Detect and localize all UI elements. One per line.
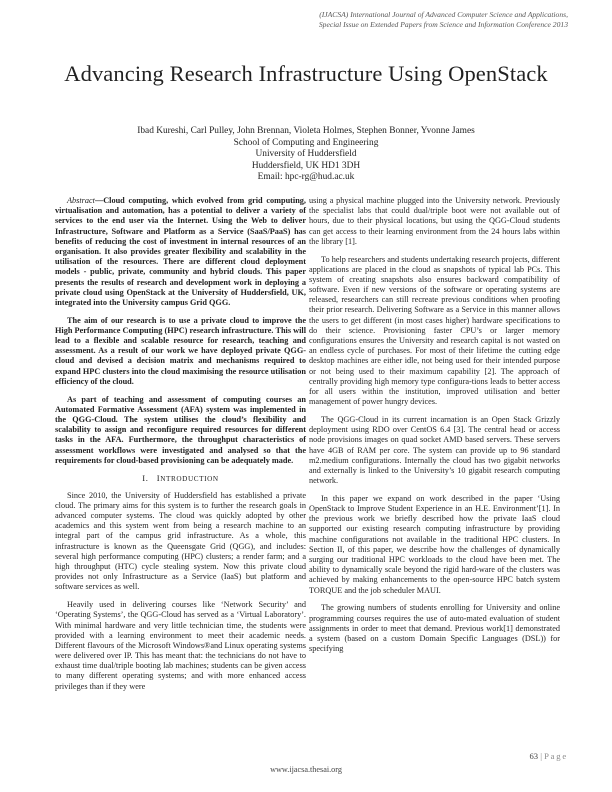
- left-column: [55, 196, 306, 699]
- author-list: Ibad Kureshi, Carl Pulley, John Brennan, Violeta Holmes, Stephen Bonner, Yvonne James: [137, 126, 475, 136]
- journal-header-line1: (IJACSA) International Journal of Advanced Computer Science and Applications,: [319, 10, 568, 19]
- paper-title: Advancing Research Infrastructure Using OpenStack: [64, 61, 548, 86]
- abstract-text: —Cloud computing, which evolved from grid computing, virtualisation and automation, has a potential to deliver a variety of services to the end user via the Internet. Using the Web to deliver Infrastructure, Software and Platform as a Service (SaaS/PaaS) has benefits of reducing the cost of investment in internal resources of an organisation. It also provides greater flexibility and scalability in the utilisation of the resources. There are different cloud deployment models - public, private, community and hybrid clouds. This paper presents the results of research and development work in deploying a private cloud using OpenStack at the University of Huddersfield, UK, integrated into the University campus Grid QGG.: [55, 196, 306, 307]
- page-number-value: 63: [529, 751, 539, 761]
- body-paragraph-expansion: In this paper we expand on work described in the paper ‘Using OpenStack to Improve Student Experience in an H.E. Environment’[1]. In the previous work we briefly described how the private IaaS cloud supported our existing research computing infrastructure by providing machine configurations not available in the traditional HPC clusters. In Section II, of this paper, we describe how the challenges of dynamically surging our traditional HPC workloads to the cloud have been met. The ability to dynamically scale beyond the rigid hard-ware of the clusters was achieved by making enhancements to the open-source HPC batch system TORQUE and the job scheduler MAUI.: [309, 493, 560, 595]
- body-paragraph-continued: using a physical machine plugged into the University network. Previously the specialist labs that could dual/triple boot were not available out of hours, due to their physical locations, but using the QGG-Cloud students can get access to their learning environment from the 24 hours labs within the library [1].: [309, 196, 560, 246]
- section-number: I.: [142, 473, 149, 484]
- journal-header-line2: Special Issue on Extended Papers from Science and Information Conference 2013: [318, 20, 568, 29]
- intro-paragraph-1: Since 2010, the University of Huddersfield has established a private cloud. The primary aims for this system is to further the research goals in advanced computer systems. The cloud was quickly adopted by other academics and this system went from being a research machine to an integral part of the campus grid infrastructure. As a whole, this infrastructure is known as the Queensgate Grid (QGG), and includes: several high performance computing (HPC) clusters; a render farm; and a high throughput (HTC) cycle stealing system. Now this private cloud provides not only Infrastructure as a Service (IaaS) but platform and software services as well.: [55, 490, 306, 592]
- page-word: Page: [544, 751, 568, 761]
- body-paragraph-assessment: The growing numbers of students enrolling for University and online programming courses requires the use of auto-mated evaluation of student assignments in order to meet that demand. Previous work[1] demonstrated a system (based on a custom Domain Specific Languages (DSL)) for specifying: [309, 603, 560, 654]
- section-title-first: I: [156, 473, 161, 484]
- abstract-paragraph-2: The aim of our research is to use a private cloud to improve the High Performance Computing (HPC) research infrastructure. This will lead to a flexible and scalable resource for research, teaching and assessment. As a result of our work we have deployed private QGG-cloud and devised a decision matrix and mechanisms required to expand HPC clusters into the cloud maximising the resource utilisation efficiency of the cloud.: [55, 315, 306, 386]
- footer-url: www.ijacsa.thesai.org: [270, 765, 342, 774]
- abstract-paragraph-3: As part of teaching and assessment of computing courses an Automated Formative Assessment (AFA) system was implemented in the QGG-Cloud. The system utilises the cloud’s flexibility and scalability to assign and reconfigure required resources for different tasks in the AFA. Furthermore, the throughput characteristics of assessment workflows were investigated and analysed so that the requirements for cloud-based provisioning can be adequately made.: [55, 394, 306, 465]
- abstract-label: Abstract: [67, 196, 95, 205]
- section-title-rest: NTRODUCTION: [160, 475, 219, 484]
- affiliation-university: University of Huddersfield: [255, 149, 357, 160]
- author-block: [0, 126, 612, 184]
- page-separator: |: [540, 751, 542, 761]
- journal-header: [208, 10, 568, 30]
- affiliation-school: School of Computing and Engineering: [233, 137, 379, 148]
- contact-email: Email: hpc-rg@hud.ac.uk: [257, 172, 355, 183]
- page-number: [529, 751, 568, 761]
- body-paragraph-snapshots: To help researchers and students undertaking research projects, different applications are placed in the cloud as snapshots of typical lab PCs. This system of creating snapshots also ensures backward compatibility of software. Even if new versions of the software or operating systems are released, researchers can still recreate previous conditions when proofing their prior research. Delivering Software as a Service in this manner allows the users to get different (in most cases higher) hardware specifications to do their science. Provisioning faster CPU’s or larger memory configurations ensures the University and research capital is not wasted on an endless cycle of purchases. For most of their lifetime the cutting edge desktop machines are either idle, not being used for their intended purpose or not being used to their maximum capability [2]. The approach of centrally providing high memory type configura-tions leads to better access for all users within the institution, improved utilisation and better management of power hungry devices.: [309, 254, 560, 407]
- intro-paragraph-2: Heavily used in delivering courses like ‘Network Security’ and ‘Operating Systems’, the QGG-Cloud has served as a ‘Virtual Laboratory’. With minimal hardware and very little technician time, the students were provided with a learning environment to meet their academic needs. Different flavours of the Microsoft Windows®and Linux operating systems were delivered over IP. This has meant that: the technicians do not have to exhaust time dual/triple booting lab machines; students can be given access to many different operating systems; and with more enhanced access privileges than if they were: [55, 600, 306, 691]
- right-column: [309, 196, 560, 662]
- body-paragraph-deployment: The QGG-Cloud in its current incarnation is an Open Stack Grizzly deployment using RDO over CentOS 6.4 [3]. The central head or access node provisions images on quad socket AMD based servers. These servers have 4GB of RAM per core. The system can provide up to 96 standard m2.medium configurations. Internally the cloud has two gigabit networks and externally is linked to the University’s 10 gigabit research computing network.: [309, 414, 560, 486]
- abstract-paragraph: [55, 196, 306, 308]
- section-heading-introduction: [55, 473, 306, 484]
- affiliation-location: Huddersfield, UK HD1 3DH: [251, 160, 361, 171]
